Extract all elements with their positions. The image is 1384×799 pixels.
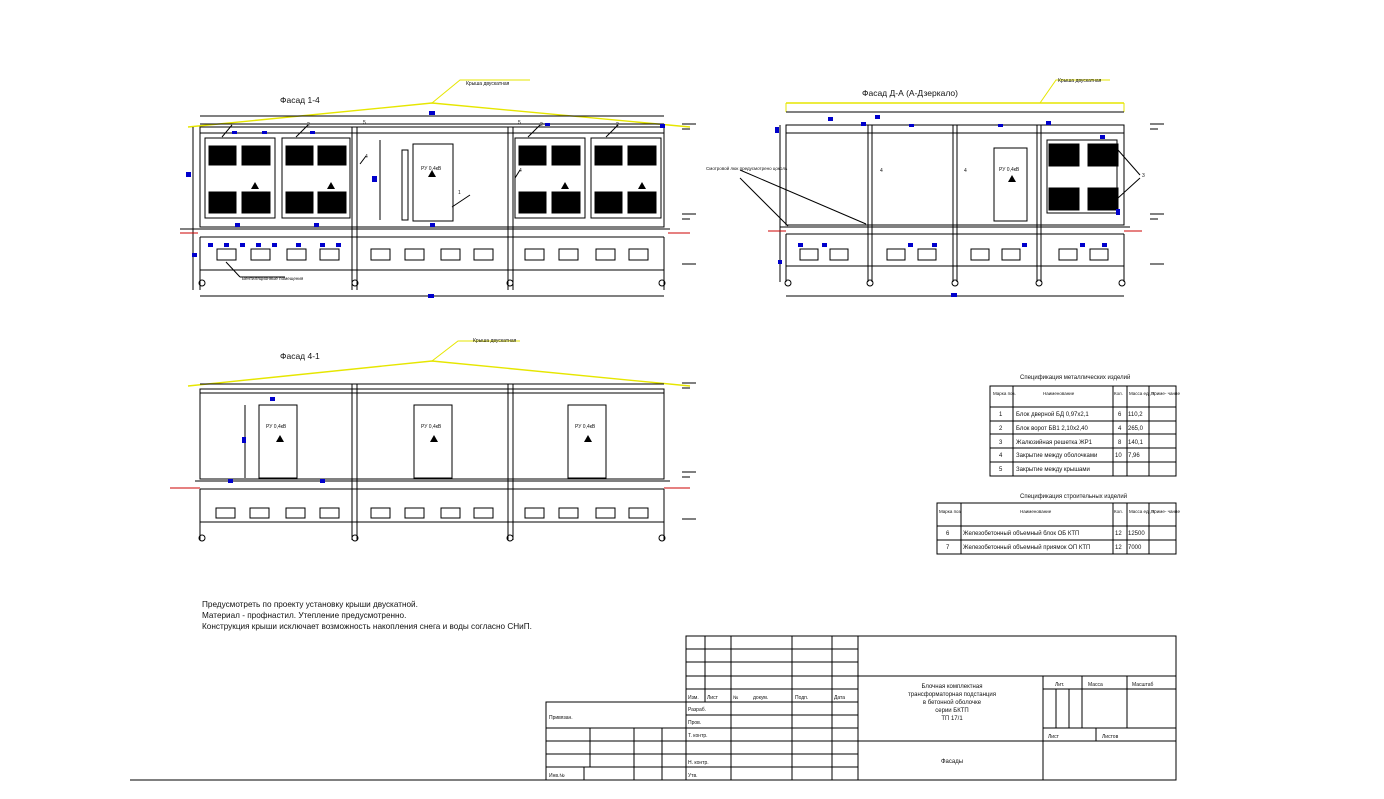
- stamp-label: докум.: [753, 695, 769, 701]
- position-mark: 5: [363, 120, 366, 126]
- position-mark: 2: [616, 122, 619, 128]
- build-spec-qty: 12: [1115, 531, 1122, 537]
- position-mark: 2: [540, 122, 543, 128]
- panel-label: РУ 0,4кВ: [421, 424, 442, 430]
- stamp-label: Утв.: [688, 773, 698, 779]
- note-line: Предусмотреть по проекту установку крыши двускатной.: [202, 600, 418, 609]
- metal-spec-pos: 3: [999, 440, 1003, 446]
- vent-note: Вентиляционные помещения: [242, 276, 304, 281]
- metal-spec-mass: 140,1: [1128, 440, 1144, 446]
- metal-spec-qty: 6: [1118, 412, 1122, 418]
- position-mark: 4: [880, 168, 883, 174]
- build-spec-pos: 7: [946, 545, 950, 551]
- title-block: [130, 636, 1176, 780]
- stamp-label: Инв.№: [549, 773, 565, 779]
- facade-title: Фасад 4-1: [280, 351, 320, 361]
- build-spec-head: Приме- чание: [1151, 509, 1180, 514]
- metal-spec-head: Наименование: [1043, 391, 1075, 396]
- roof-note: Крыша двускатная: [473, 338, 517, 344]
- stamp-label: Листов: [1102, 734, 1119, 740]
- stamp-label: Изм.: [688, 695, 699, 701]
- project-name: серии БКТП: [935, 708, 969, 714]
- metal-spec-name: Блок дверной БД 0,97х2,1: [1016, 412, 1089, 418]
- vent-row: [216, 508, 648, 518]
- position-mark: 4: [519, 168, 522, 174]
- build-spec-head: Масса ед., кг: [1129, 509, 1156, 514]
- build-spec-mass: 12500: [1128, 531, 1145, 537]
- metal-spec-name: Закрытие между крышами: [1016, 467, 1090, 473]
- stamp-label: Масштаб: [1132, 682, 1154, 688]
- build-spec-name: Железобетонный объемный приямок ОП КТП: [963, 545, 1091, 551]
- cable-note: Смотровой люк предусмотрено цоколь: [706, 166, 788, 171]
- panel-label: РУ 0,4кВ: [266, 424, 287, 430]
- build-spec-title: Спецификация строительных изделий: [1020, 494, 1128, 500]
- build-spec-head: Кол.: [1114, 509, 1123, 514]
- position-mark: 5: [518, 120, 521, 126]
- position-mark: 4: [964, 168, 967, 174]
- build-spec-head: Наименование: [1020, 509, 1052, 514]
- metal-spec-qty: 4: [1118, 426, 1122, 432]
- vent-row: [800, 249, 1108, 260]
- build-spec-qty: 12: [1115, 545, 1122, 551]
- stamp-label: Лист: [1048, 734, 1059, 740]
- metal-spec-mass: 110,2: [1128, 412, 1143, 418]
- stamp-label: Масса: [1088, 682, 1103, 688]
- building-body: [200, 389, 664, 479]
- panel-label: РУ 0,4кВ: [575, 424, 596, 430]
- facade-d-a: [740, 80, 1164, 297]
- project-name: ТП 17/1: [941, 716, 963, 722]
- facade-1-4: [180, 80, 696, 298]
- roof-note: Крыша двускатная: [466, 81, 510, 87]
- build-spec-pos: 6: [946, 531, 950, 537]
- roof-line: [188, 103, 690, 127]
- build-spec-head: Марка поз.: [939, 509, 962, 514]
- position-mark: 2: [307, 122, 310, 128]
- facade-title: Фасад 1-4: [280, 95, 320, 105]
- gate-block: [515, 138, 661, 218]
- project-name: Блочная комплектная: [921, 684, 983, 690]
- note-line: Конструкция крыши исключает возможность накопления снега и воды согласно СНиП.: [202, 622, 532, 631]
- stamp-label: Дата: [834, 695, 846, 701]
- metal-spec-pos: 5: [999, 467, 1003, 473]
- metal-spec-head: Кол.: [1114, 391, 1123, 396]
- stamp-label: Т. контр.: [688, 733, 708, 739]
- stamp-label: №: [733, 695, 739, 701]
- roof-note: Крыша двускатная: [1058, 78, 1102, 84]
- metal-spec-pos: 2: [999, 426, 1003, 432]
- facade-title: Фасад Д-А (А-Дзеркало): [862, 88, 958, 98]
- stamp-label: Подп.: [795, 695, 809, 701]
- metal-spec-qty: 8: [1118, 440, 1122, 446]
- project-name: в бетонной оболочке: [922, 700, 982, 706]
- stamp-label: Разраб.: [688, 707, 707, 713]
- sheet-name: Фасады: [940, 759, 964, 765]
- metal-spec-qty: 10: [1115, 453, 1122, 459]
- vent-row: [217, 249, 648, 260]
- metal-spec-name: Блок ворот БВ1 2,10х2,40: [1016, 426, 1088, 432]
- metal-spec-name: Закрытие между оболочками: [1016, 453, 1098, 459]
- metal-spec-head: Приме- чание: [1151, 391, 1180, 396]
- stamp-label: Лист: [707, 695, 718, 701]
- stamp-label: Лит.: [1055, 682, 1065, 688]
- stamp-label: Н. контр.: [688, 760, 709, 766]
- gate-block: [205, 138, 350, 218]
- metal-spec-title: Спецификация металлических изделий: [1020, 375, 1131, 381]
- door: [413, 144, 453, 221]
- position-mark: 3: [1142, 173, 1145, 179]
- panel-label: РУ 0,4кВ: [999, 167, 1020, 173]
- metal-spec-head: Марка поз.: [993, 391, 1016, 396]
- position-mark: 1: [458, 190, 461, 196]
- metal-spec-head: Масса ед., кг: [1129, 391, 1156, 396]
- project-name: трансформаторная подстанция: [908, 692, 996, 698]
- door: [994, 148, 1027, 221]
- position-mark: 4: [365, 154, 368, 160]
- stamp-label: Пров.: [688, 720, 702, 726]
- metal-spec-pos: 4: [999, 453, 1003, 459]
- metal-spec-pos: 1: [999, 412, 1003, 418]
- metal-spec-mass: 265,0: [1128, 426, 1144, 432]
- build-spec-mass: 7000: [1128, 545, 1142, 551]
- metal-spec-name: Жалюзийная решетка ЖР1: [1016, 440, 1092, 446]
- facade-4-1: [170, 341, 696, 541]
- build-spec-name: Железобетонный объемный блок ОБ КТП: [963, 531, 1080, 537]
- stamp-label: Привязан.: [549, 715, 573, 721]
- panel-label: РУ 0,4кВ: [421, 166, 442, 172]
- note-line: Материал - профнастил. Утепление предусмотренно.: [202, 611, 407, 620]
- metal-spec-mass: 7,96: [1128, 453, 1140, 459]
